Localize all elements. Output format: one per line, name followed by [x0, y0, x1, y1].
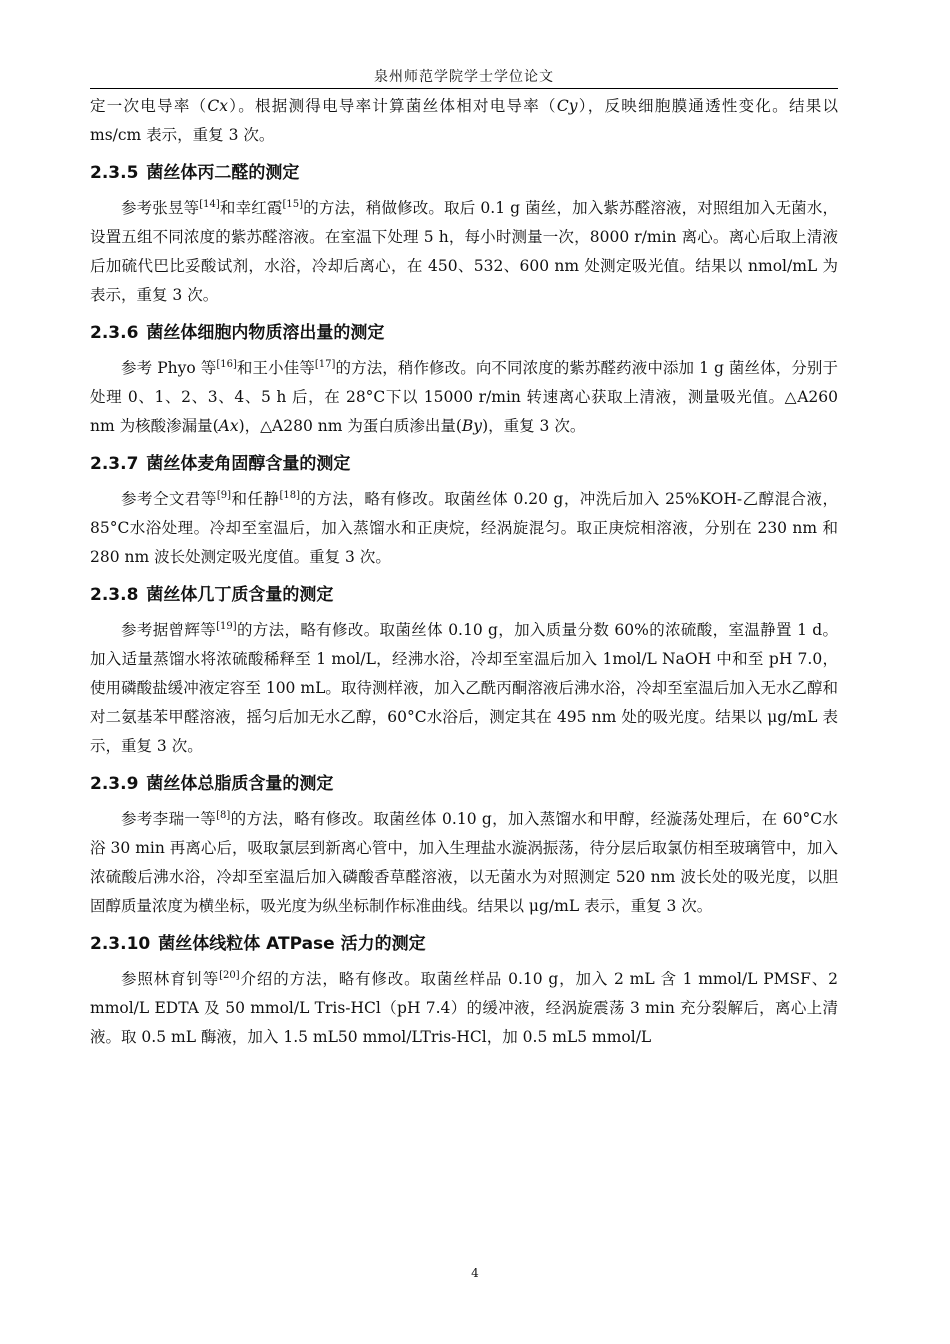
text-run: 的方法，稍做修改。取后 0.1 g 菌丝，加入紫苏醛溶液，对照组加入无菌水，设置五组不同浓度的紫苏醛溶液。在室温下处理 5 h，每小时测量一次，8000 r/min 离心。离心后取上清液后加硫代巴比妥酸试剂，水浴，冷却后离心，在 450、532、600 nm 处测定吸光值。结果以 nmol/mL 为表示，重复 3 次。	[90, 199, 838, 304]
section-heading-2-3-10	[90, 931, 838, 957]
section-title: 菌丝体丙二醛的测定	[146, 163, 300, 183]
section-title: 菌丝体几丁质含量的测定	[146, 585, 334, 605]
text-run: ），反映细胞膜通透性变化。结果以 ms/cm 表示，重复 3 次。	[90, 97, 838, 144]
text-run: 参考 Phyo 等	[121, 359, 217, 377]
section-paragraph-2-3-7	[90, 485, 838, 572]
section-heading-2-3-9	[90, 771, 838, 797]
symbol-cx: Cx	[207, 97, 228, 115]
section-title: 菌丝体总脂质含量的测定	[146, 774, 334, 794]
text-run: 的方法，略有修改。取菌丝体 0.20 g，冲洗后加入 25%KOH-乙醇混合液，85°C水浴处理。冷却至室温后，加入蒸馏水和正庚烷，经涡旋混匀。取正庚烷相溶液，分别在 230 nm 和 280 nm 波长处测定吸光度值。重复 3 次。	[90, 490, 838, 566]
citation-ref[interactable]: [17]	[314, 358, 336, 370]
text-run: 介绍的方法，略有修改。取菌丝样品 0.10 g，加入 2 mL 含 1 mmol/L PMSF、2 mmol/L EDTA 及 50 mmol/L Tris-HCl（pH 7.4）的缓冲液，经涡旋震荡 3 min 充分裂解后，离心上清液。取 0.5 mL 酶液，加入 1.5 mL50 mmol/LTris-HCl，加 0.5 mL5 mmol/L	[90, 970, 838, 1046]
text-run: )，△A280 nm 为蛋白质渗出量(	[238, 417, 462, 435]
text-run: 参考李瑞一等	[121, 810, 217, 828]
section-number: 2.3.9	[90, 774, 139, 794]
section-paragraph-2-3-10	[90, 965, 838, 1052]
text-run: 参考张昱等	[121, 199, 200, 217]
citation-ref[interactable]: [14]	[199, 198, 220, 210]
section-title: 菌丝体细胞内物质溶出量的测定	[146, 323, 385, 343]
page-number: 4	[471, 1266, 479, 1280]
section-number: 2.3.5	[90, 163, 139, 183]
text-run: 和王小佳等	[236, 359, 315, 377]
text-run: 的方法，略有修改。取菌丝体 0.10 g，加入蒸馏水和甲醇，经漩荡处理后，在 60°C水浴 30 min 再离心后，吸取氯层到新离心管中，加入生理盐水漩涡振荡，待分层后取氯仿相至玻璃管中，加入浓硫酸后沸水浴，冷却至室温后加入磷酸香草醛溶液，以无菌水为对照测定 520 nm 波长处的吸光度，以胆固醇质量浓度为横坐标，吸光度为纵坐标制作标准曲线。结果以 μg/mL 表示，重复 3 次。	[90, 810, 838, 915]
section-number: 2.3.7	[90, 454, 139, 474]
section-heading-2-3-5	[90, 160, 838, 186]
citation-ref[interactable]: [18]	[279, 489, 300, 501]
text-run: 定一次电导率（	[90, 97, 208, 115]
text-run: 和任静	[231, 490, 280, 508]
section-title: 菌丝体线粒体 ATPase 活力的测定	[158, 934, 426, 954]
section-title: 菌丝体麦角固醇含量的测定	[146, 454, 351, 474]
section-paragraph-2-3-6	[90, 354, 838, 441]
section-heading-2-3-8	[90, 582, 838, 608]
citation-ref[interactable]: [9]	[216, 489, 232, 501]
section-number: 2.3.8	[90, 585, 139, 605]
intro-paragraph	[90, 92, 838, 150]
text-run: 的方法，稍作修改。向不同浓度的紫苏醛药液中添加 1 g 菌丝体，分别于处理 0、1、2、3、4、5 h 后，在 28°C下以 15000 r/min 转速离心获取上清液，测量吸光值。△A260 nm 为核酸渗漏量(	[90, 359, 838, 435]
citation-ref[interactable]: [8]	[216, 809, 231, 821]
section-paragraph-2-3-8	[90, 616, 838, 761]
citation-ref[interactable]: [20]	[219, 969, 240, 981]
text-run: 参照林育钊等	[121, 970, 220, 988]
text-run: 参考仝文君等	[121, 490, 217, 508]
document-body	[90, 92, 838, 1052]
citation-ref[interactable]: [16]	[216, 358, 237, 370]
header-rule	[90, 88, 838, 89]
citation-ref[interactable]: [19]	[216, 620, 237, 632]
section-number: 2.3.10	[90, 934, 151, 954]
section-number: 2.3.6	[90, 323, 139, 343]
section-heading-2-3-7	[90, 451, 838, 477]
symbol-by: By	[461, 417, 483, 435]
text-run: )，重复 3 次。	[482, 417, 586, 435]
section-paragraph-2-3-9	[90, 805, 838, 921]
symbol-ax: Ax	[218, 417, 239, 435]
symbol-cy: Cy	[556, 97, 578, 115]
text-run: 的方法，略有修改。取菌丝体 0.10 g，加入质量分数 60%的浓硫酸，室温静置 1 d。加入适量蒸馏水将浓硫酸稀释至 1 mol/L，经沸水浴，冷却至室温后加入 1mol/L NaOH 中和至 pH 7.0，使用磷酸盐缓冲液定容至 100 mL。取待测样液，加入乙酰丙酮溶液后沸水浴，冷却至室温后加入无水乙醇和对二氨基苯甲醛溶液，摇匀后加无水乙醇，60°C水浴后，测定其在 495 nm 处的吸光度。结果以 μg/mL 表示，重复 3 次。	[90, 621, 838, 755]
text-run: ）。根据测得电导率计算菌丝体相对电导率（	[227, 97, 557, 115]
citation-ref[interactable]: [15]	[282, 198, 304, 210]
section-heading-2-3-6	[90, 320, 838, 346]
section-paragraph-2-3-5	[90, 194, 838, 310]
text-run: 和幸红霞	[219, 199, 283, 217]
text-run: 参考据曾辉等	[121, 621, 217, 639]
running-header: 泉州师范学院学士学位论文	[374, 69, 554, 85]
